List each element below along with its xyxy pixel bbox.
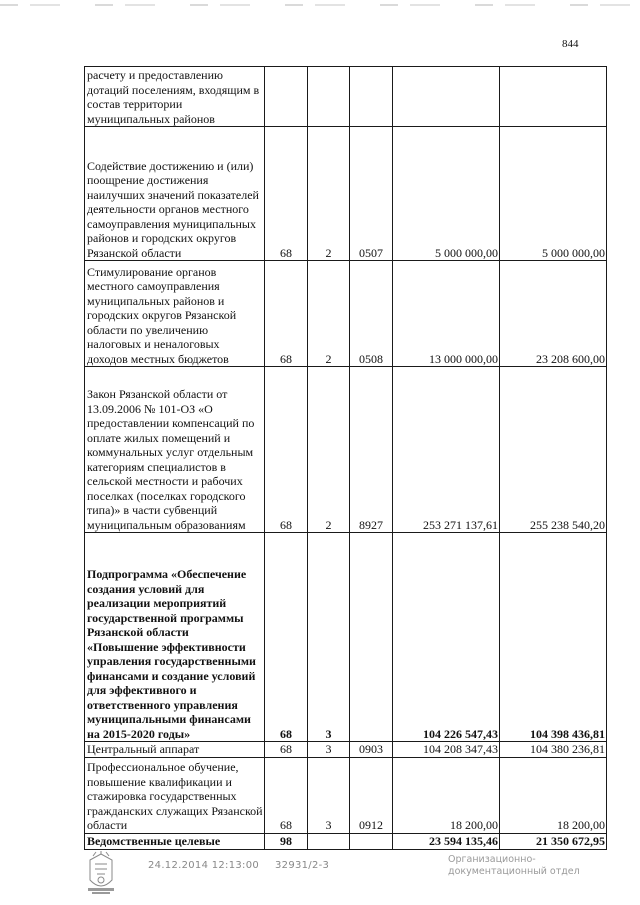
row-name: Стимулирование органов местного самоуправления муниципальных районов и городских округов Рязанской области по увеличению налоговых и неналоговых доходов местных бюджетов xyxy=(85,261,265,367)
row-amount1: 104 226 547,43 xyxy=(393,533,500,742)
row-code2 xyxy=(308,833,350,849)
row-name: Подпрограмма «Обеспечение создания условий для реализации мероприятий государственной программы Рязанской области «Повышение эффективности управления государственными финансами и создание условий для эффективного и ответственного управления муниципальными финансами на 2015-2020 годы» xyxy=(85,533,265,742)
table-row xyxy=(85,367,607,533)
row-code1: 68 xyxy=(265,533,308,742)
row-code2: 3 xyxy=(308,533,350,742)
row-code1: 68 xyxy=(265,367,308,533)
row-code2: 3 xyxy=(308,742,350,758)
row-code2: 2 xyxy=(308,261,350,367)
stamp-org-line1: Организационно- xyxy=(448,854,536,865)
stamp-organization xyxy=(448,854,580,878)
row-amount1: 253 271 137,61 xyxy=(393,367,500,533)
row-name: Закон Рязанской области от 13.09.2006 № 101-ОЗ «О предоставлении компенсаций по оплате жилых помещений и коммунальных услуг отдельным категориям специалистов в сельской местности и рабочих поселках (поселках городского типа)» в части субвенций муниципальным образованиям xyxy=(85,367,265,533)
table-row xyxy=(85,67,607,127)
row-code2 xyxy=(308,67,350,127)
row-code3: 8927 xyxy=(350,367,393,533)
row-amount1: 23 594 135,46 xyxy=(393,833,500,849)
row-name: Ведомственные целевые xyxy=(85,833,265,849)
row-amount1: 13 000 000,00 xyxy=(393,261,500,367)
row-code2: 2 xyxy=(308,127,350,261)
row-code3 xyxy=(350,533,393,742)
row-amount2: 21 350 672,95 xyxy=(500,833,607,849)
table-row xyxy=(85,127,607,261)
table-row xyxy=(85,833,607,849)
row-amount2: 104 380 236,81 xyxy=(500,742,607,758)
row-code3: 0507 xyxy=(350,127,393,261)
row-amount1: 104 208 347,43 xyxy=(393,742,500,758)
scan-edge xyxy=(0,4,640,6)
row-code3 xyxy=(350,67,393,127)
row-code1: 68 xyxy=(265,757,308,833)
stamp-footer xyxy=(0,848,640,905)
table-row xyxy=(85,742,607,758)
row-amount2: 23 208 600,00 xyxy=(500,261,607,367)
page-number: 844 xyxy=(562,38,579,50)
row-code1 xyxy=(265,67,308,127)
row-code1: 68 xyxy=(265,261,308,367)
row-code2: 3 xyxy=(308,757,350,833)
budget-table xyxy=(84,66,607,850)
row-code2: 2 xyxy=(308,367,350,533)
row-code1: 68 xyxy=(265,127,308,261)
table-row xyxy=(85,757,607,833)
coat-of-arms-icon xyxy=(84,850,118,896)
row-amount1: 5 000 000,00 xyxy=(393,127,500,261)
row-amount2: 104 398 436,81 xyxy=(500,533,607,742)
table-row xyxy=(85,533,607,742)
row-amount2 xyxy=(500,67,607,127)
stamp-document-code: 32931/2-3 xyxy=(275,860,330,871)
table-row xyxy=(85,261,607,367)
row-amount2: 255 238 540,20 xyxy=(500,367,607,533)
row-code3 xyxy=(350,833,393,849)
row-name: Профессиональное обучение, повышение квалификации и стажировка государственных гражданских служащих Рязанской области xyxy=(85,757,265,833)
row-name: расчету и предоставлению дотаций поселениям, входящим в состав территории муниципальных районов xyxy=(85,67,265,127)
stamp-date: 24.12.2014 12:13:00 xyxy=(148,860,260,871)
row-name: Центральный аппарат xyxy=(85,742,265,758)
row-amount1: 18 200,00 xyxy=(393,757,500,833)
row-code1: 98 xyxy=(265,833,308,849)
row-code3: 0508 xyxy=(350,261,393,367)
row-code1: 68 xyxy=(265,742,308,758)
row-amount2: 5 000 000,00 xyxy=(500,127,607,261)
row-code3: 0903 xyxy=(350,742,393,758)
row-code3: 0912 xyxy=(350,757,393,833)
row-name: Содействие достижению и (или) поощрение достижения наилучших значений показателей деятельности органов местного самоуправления муниципальных районов и городских округов Рязанской области xyxy=(85,127,265,261)
stamp-org-line2: документационный отдел xyxy=(448,866,580,877)
row-amount1 xyxy=(393,67,500,127)
row-amount2: 18 200,00 xyxy=(500,757,607,833)
